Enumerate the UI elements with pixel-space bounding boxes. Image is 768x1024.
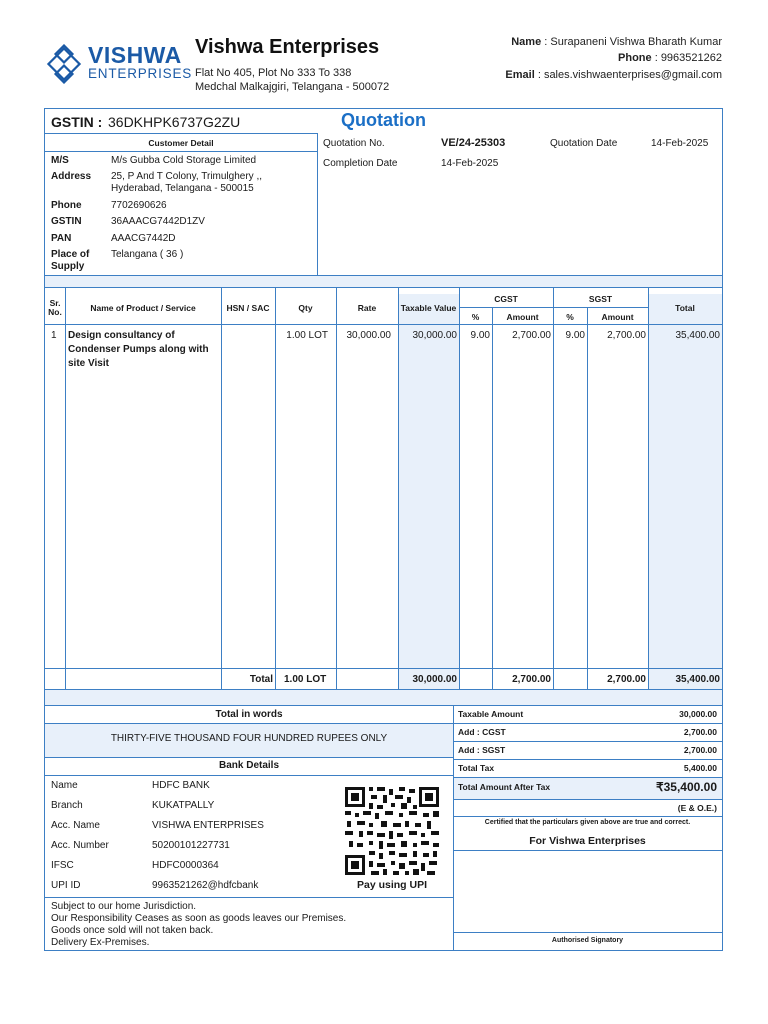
cell-qty: 1.00 LOT	[286, 330, 328, 341]
address-line2: Hyderabad, Telangana - 500015	[111, 183, 254, 194]
contact-email-label: Email	[505, 69, 535, 81]
contact-phone-label: Phone	[618, 52, 652, 64]
terms-line4: Delivery Ex-Premises.	[51, 937, 150, 948]
th-product: Name of Product / Service	[90, 303, 196, 313]
contact-name-value: Surapaneni Vishwa Bharath Kumar	[550, 36, 722, 48]
completion-date-value: 14-Feb-2025	[441, 158, 499, 169]
th-hsn: HSN / SAC	[226, 303, 270, 313]
th-cgst-amount: Amount	[506, 312, 539, 322]
cell-product-line1: Design consultancy of	[68, 330, 175, 341]
th-cgst-pct: %	[471, 312, 480, 322]
bank-heading: Bank Details	[218, 760, 280, 771]
cust-gstin-label: GSTIN	[51, 216, 82, 227]
phone-label: Phone	[51, 200, 82, 211]
company-logo	[44, 42, 193, 84]
cell-product-line2: Condenser Pumps along with	[68, 344, 209, 355]
quotation-date-value: 14-Feb-2025	[651, 138, 709, 149]
upi-qr-code-icon[interactable]	[343, 785, 441, 877]
contact-phone: Phone : 9963521262	[618, 52, 722, 64]
totals-sgst: 2,700.00	[607, 674, 646, 685]
cust-gstin-value: 36AAACG7442D1ZV	[111, 216, 205, 227]
th-sr	[45, 299, 65, 317]
summary-totaltax-label: Total Tax	[458, 763, 495, 773]
contact-phone-value: 9963521262	[660, 52, 722, 64]
summary-cgst-value: 2,700.00	[683, 727, 717, 737]
bank-branch-value: KUKATPALLY	[152, 800, 215, 811]
taxable-column-shade	[398, 294, 459, 690]
bottom-spacer-band	[45, 689, 722, 706]
terms-line1: Subject to our home Jurisdiction.	[51, 901, 197, 912]
cell-sgst-amount: 2,700.00	[607, 330, 646, 341]
eoe-note: (E & O.E.)	[677, 803, 717, 813]
address-line1: 25, P And T Colony, Trimulghery ,,	[111, 171, 263, 182]
summary-taxable-value: 30,000.00	[679, 709, 717, 719]
terms-line3: Goods once sold will not taken back.	[51, 925, 214, 936]
after-tax-value: ₹35,400.00	[655, 780, 717, 794]
th-total: Total	[675, 303, 695, 313]
totals-label: Total	[249, 674, 273, 685]
bank-ifsc-label: IFSC	[51, 860, 74, 871]
th-rate: Rate	[357, 303, 377, 313]
words-value: THIRTY-FIVE THOUSAND FOUR HUNDRED RUPEES ONLY	[110, 733, 388, 744]
cell-cgst-pct: 9.00	[470, 330, 490, 341]
certified-note: Certified that the particulars given above are true and correct.	[484, 819, 691, 826]
gstin-value: 36DKHPK6737G2ZU	[108, 114, 241, 130]
totals-qty: 1.00 LOT	[284, 674, 327, 685]
totals-grand: 35,400.00	[675, 674, 720, 685]
bank-name-value: HDFC BANK	[152, 780, 210, 791]
summary-sgst-label: Add : SGST	[458, 745, 506, 755]
ms-value: M/s Gubba Cold Storage Limited	[111, 155, 257, 166]
th-sgst: SGST	[588, 294, 613, 304]
cell-product-line3: site Visit	[68, 358, 109, 369]
address-label: Address	[51, 171, 92, 182]
company-address-line2: Medchal Malkajgiri, Telangana - 500072	[195, 81, 390, 93]
completion-date-label: Completion Date	[323, 158, 398, 169]
pos-value: Telangana ( 36 )	[111, 249, 184, 260]
upi-caption: Pay using UPI	[356, 879, 428, 891]
logo-wordmark: VISHWA	[88, 42, 182, 68]
authorised-signatory: Authorised Signatory	[551, 937, 624, 944]
bank-accname-value: VISHWA ENTERPRISES	[152, 820, 264, 831]
words-heading: Total in words	[215, 709, 283, 720]
phone-value: 7702690626	[111, 200, 167, 211]
th-cgst: CGST	[494, 294, 518, 304]
contact-email: Email : sales.vishwaenterprises@gmail.com	[505, 69, 722, 81]
th-taxable: Taxable Value	[400, 303, 457, 313]
cell-total: 35,400.00	[675, 330, 720, 341]
cell-cgst-amount: 2,700.00	[512, 330, 551, 341]
summary-totaltax-value: 5,400.00	[683, 763, 717, 773]
pan-value: AAACG7442D	[111, 233, 176, 244]
th-sr-line1: Sr.	[49, 298, 61, 308]
logo-mark-icon	[44, 44, 84, 84]
bank-name-label: Name	[51, 780, 78, 791]
bank-accno-label: Acc. Number	[51, 840, 109, 851]
cell-taxable: 30,000.00	[412, 330, 457, 341]
quotation-no-value: VE/24-25303	[441, 137, 506, 149]
gstin-label: GSTIN :	[51, 114, 103, 130]
cell-sgst-pct: 9.00	[565, 330, 585, 341]
after-tax-label: Total Amount After Tax	[458, 782, 551, 792]
customer-detail-heading: Customer Detail	[148, 138, 214, 148]
cell-rate: 30,000.00	[346, 330, 391, 341]
totals-taxable: 30,000.00	[412, 674, 457, 685]
logo-subtext: ENTERPRISES	[88, 66, 193, 81]
th-sgst-pct: %	[566, 312, 574, 322]
bank-upi-value: 9963521262@hdfcbank	[152, 880, 259, 891]
terms-line2: Our Responsibility Ceases as soon as goods leaves our Premises.	[51, 913, 347, 924]
th-qty: Qty	[298, 303, 313, 313]
ms-label: M/S	[51, 155, 69, 166]
company-name: Vishwa Enterprises	[195, 36, 380, 58]
bank-accno-value: 50200101227731	[152, 840, 230, 851]
total-column-shade	[648, 294, 722, 690]
contact-email-value[interactable]: sales.vishwaenterprises@gmail.com	[543, 69, 722, 81]
contact-name: Name : Surapaneni Vishwa Bharath Kumar	[511, 36, 722, 48]
letterhead	[44, 32, 724, 98]
bank-ifsc-value: HDFC0000364	[152, 860, 219, 871]
summary-taxable-label: Taxable Amount	[458, 709, 524, 719]
bank-branch-label: Branch	[51, 800, 83, 811]
th-sr-line2: No.	[48, 307, 62, 317]
quotation-date-label: Quotation Date	[550, 138, 618, 149]
th-sgst-amount: Amount	[601, 312, 634, 322]
contact-name-label: Name	[511, 36, 542, 48]
bank-upi-label: UPI ID	[51, 880, 81, 891]
summary-cgst-label: Add : CGST	[458, 727, 506, 737]
pan-label: PAN	[51, 233, 72, 244]
totals-cgst: 2,700.00	[512, 674, 551, 685]
quotation-no-label: Quotation No.	[323, 138, 385, 149]
summary-sgst-value: 2,700.00	[683, 745, 717, 755]
bank-accname-label: Acc. Name	[51, 820, 100, 831]
for-company: For Vishwa Enterprises	[529, 835, 646, 847]
cell-sr: 1	[51, 330, 57, 341]
company-address-line1: Flat No 405, Plot No 333 To 338	[195, 67, 352, 79]
pos-label-1: Place of	[51, 249, 90, 260]
quotation-document	[44, 108, 723, 951]
pos-label-2: Supply	[51, 261, 85, 272]
document-title: Quotation	[341, 110, 426, 130]
